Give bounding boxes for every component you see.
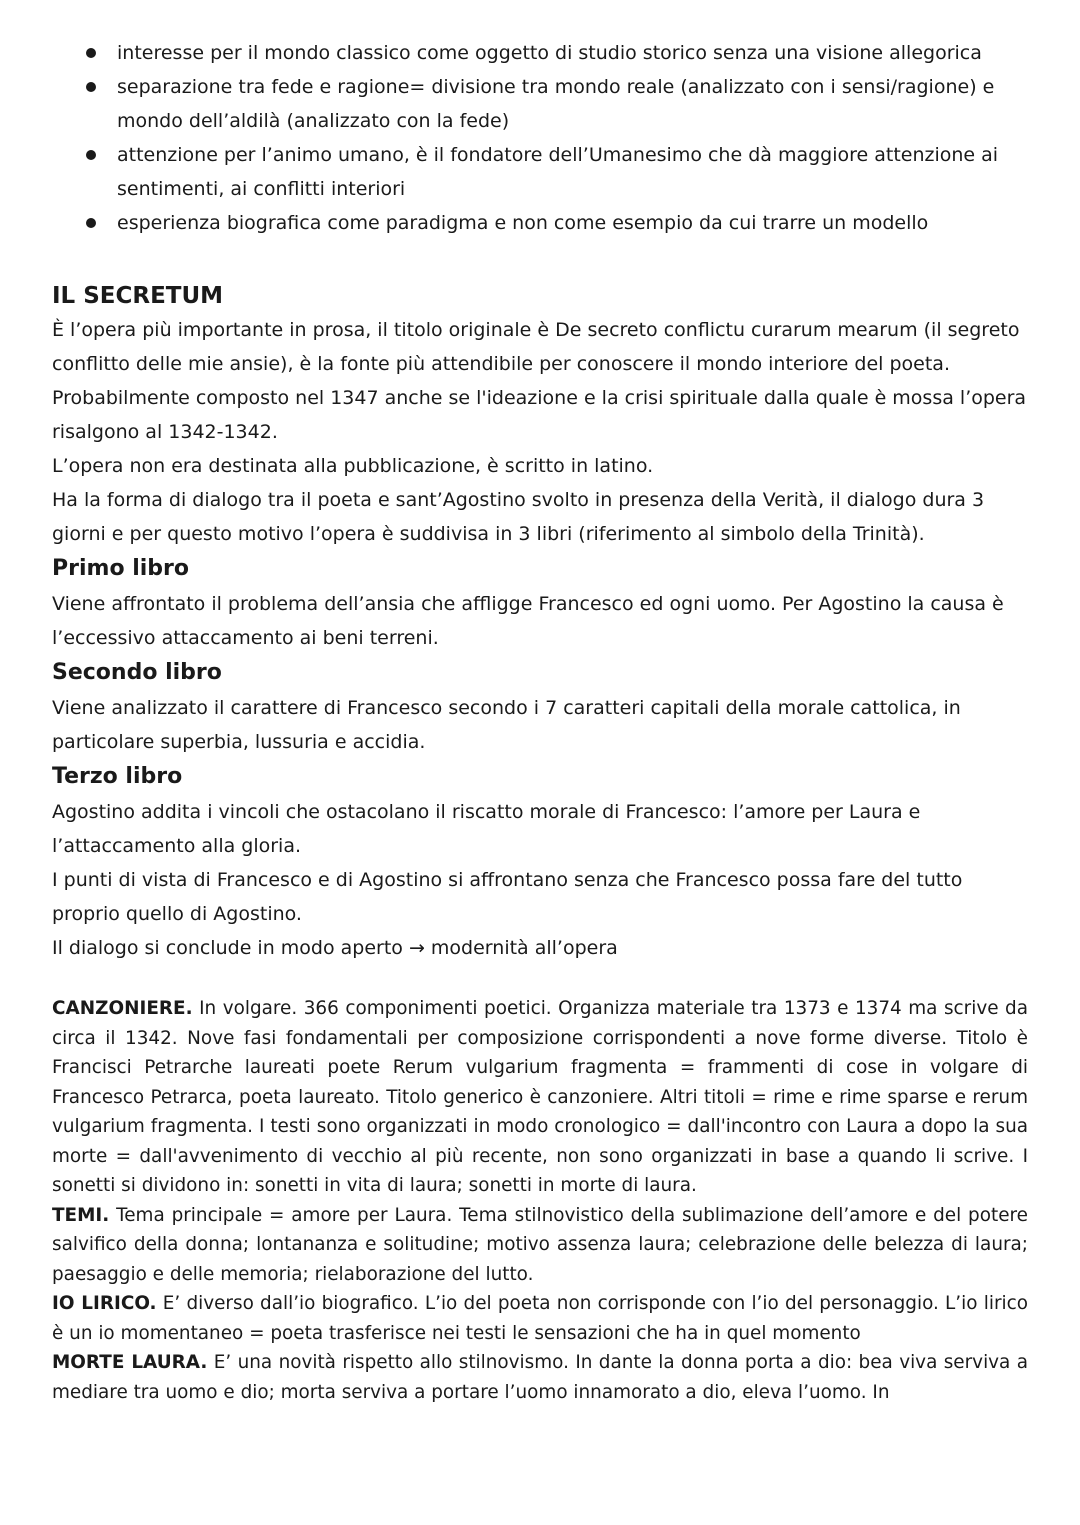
list-item: attenzione per l’animo umano, è il fondatore dell’Umanesimo che dà maggiore attenzione ai sentimenti, ai conflitti interiori [117,138,1028,206]
secretum-heading: IL SECRETUM [52,283,224,309]
terzo-libro-paragraph: I punti di vista di Francesco e di Agostino si affrontano senza che Francesco possa fare del tutto proprio quello di Agostino. [52,869,963,925]
primo-libro-heading: Primo libro [52,556,190,581]
secretum-paragraph: È l’opera più importante in prosa, il titolo originale è De secreto conflictu curarum mearum (il segreto conflitto delle mie ansie), è la fonte più attendibile per conoscere il mondo interiore del poeta. [52,319,1020,375]
io-lirico-text: E’ diverso dall’io biografico. L’io del poeta non corrisponde con l’io del personaggio. L’io lirico è un io momentaneo = poeta trasferisce nei testi le sensazioni che ha in quel momento [52,1293,1028,1344]
secondo-libro-text: Viene analizzato il carattere di Francesco secondo i 7 caratteri capitali della morale cattolica, in particolare superbia, lussuria e accidia. [52,697,961,753]
bullet-icon [86,218,96,228]
temi-text: Tema principale = amore per Laura. Tema stilnovistico della sublimazione dell’amore e del potere salvifico della donna; lontananza e solitudine; motivo assenza laura; celebrazione delle belezza di laura; paesaggio e delle memoria; rielaborazione del lutto. [52,1204,1028,1285]
secretum-paragraph: Probabilmente composto nel 1347 anche se l'ideazione e la crisi spirituale dalla quale è mossa l’opera risalgono al 1342-1342. [52,387,1027,443]
secondo-libro-heading: Secondo libro [52,660,222,685]
bullet-icon [86,82,96,92]
temi-paragraph [52,1201,1028,1290]
list-item: separazione tra fede e ragione= divisione tra mondo reale (analizzato con i sensi/ragione) e mondo dell’aldilà (analizzato con la fede) [117,70,1028,138]
temi-label: TEMI. [52,1204,110,1226]
morte-laura-text: E’ una novità rispetto allo stilnovismo. In dante la donna porta a dio: bea viva serviva a mediare tra uomo e dio; morta serviva a portare l’uomo innamorato a dio, eleva l’uomo. In [52,1352,1028,1403]
canzoniere-paragraph [52,994,1028,1201]
morte-laura-label: MORTE LAURA. [52,1352,208,1373]
io-lirico-label: IO LIRICO. [52,1293,157,1314]
terzo-libro-heading: Terzo libro [52,764,183,789]
bullet-icon [86,48,96,58]
canzoniere-text: In volgare. 366 componimenti poetici. Organizza materiale tra 1373 e 1374 ma scrive da circa il 1342. Nove fasi fondamentali per composizione corrispondenti a nove forme diverse. Titolo è Francisci Petrarche laureati poete Rerum vulgarium fragmenta = frammenti di cose in volgare di Francesco Petrarca, poeta laureato. Titolo generico è canzoniere. Altri titoli = rime e rime sparse e rerum vulgarium fragmenta. I testi sono organizzati in modo cronologico = dall'incontro con Laura a dopo la sua morte = dall'avvenimento di vecchio al più recente, non sono organizzati in base a quando li scrive. I sonetti si dividono in: sonetti in vita di laura; sonetti in morte di laura. [52,998,1028,1196]
io-lirico-paragraph [52,1289,1028,1348]
canzoniere-label: CANZONIERE. [52,998,193,1019]
primo-libro-text: Viene affrontato il problema dell’ansia che affligge Francesco ed ogni uomo. Per Agostino la causa è l’eccessivo attaccamento ai beni terreni. [52,593,1004,649]
list-item: interesse per il mondo classico come oggetto di studio storico senza una visione allegorica [117,36,1028,70]
list-item: esperienza biografica come paradigma e non come esempio da cui trarre un modello [117,206,1028,240]
section-spacer [52,965,1028,994]
terzo-libro-paragraph: Agostino addita i vincoli che ostacolano il riscatto morale di Francesco: l’amore per Laura e l’attaccamento alla gloria. [52,801,921,857]
bullet-icon [86,150,96,160]
morte-laura-paragraph [52,1348,1028,1407]
bullet-list [52,36,1028,240]
secretum-paragraph: Ha la forma di dialogo tra il poeta e sant’Agostino svolto in presenza della Verità, il dialogo dura 3 giorni e per questo motivo l’opera è suddivisa in 3 libri (riferimento al simbolo della Trinità). [52,489,985,545]
terzo-libro-paragraph: Il dialogo si conclude in modo aperto → modernità all’opera [52,937,618,959]
secretum-paragraph: L’opera non era destinata alla pubblicazione, è scritto in latino. [52,455,654,477]
